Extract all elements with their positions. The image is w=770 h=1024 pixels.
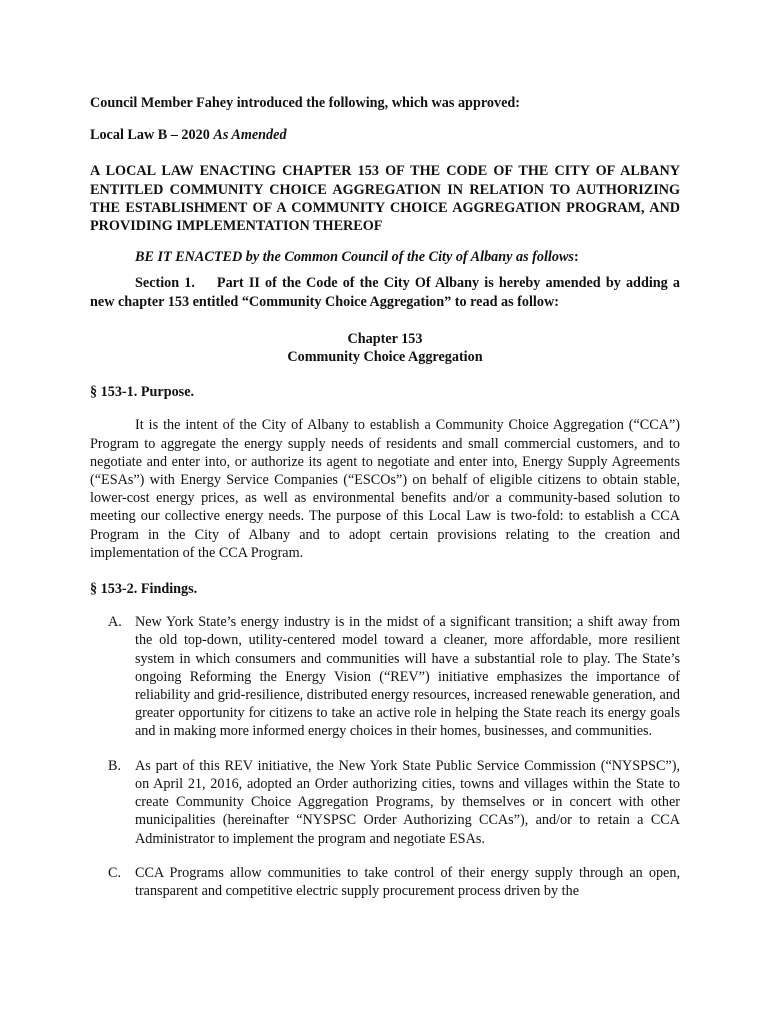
document-page bbox=[90, 94, 680, 916]
chapter-name: Community Choice Aggregation bbox=[287, 349, 483, 366]
chapter-heading bbox=[90, 330, 680, 366]
local-law-number bbox=[90, 126, 680, 144]
enacting-clause-text: BE IT ENACTED by the Common Council of the City of Albany as follows bbox=[135, 249, 574, 266]
enacting-clause bbox=[90, 248, 680, 266]
introduction-line: Council Member Fahey introduced the following, which was approved: bbox=[90, 95, 520, 111]
finding-item-b bbox=[90, 757, 680, 848]
finding-item-c bbox=[90, 864, 680, 900]
finding-item-a bbox=[90, 613, 680, 740]
enacting-clause-colon: : bbox=[573, 249, 579, 266]
findings-heading: § 153-2. Findings. bbox=[90, 581, 198, 598]
finding-letter: C. bbox=[108, 864, 122, 881]
findings-list bbox=[90, 613, 680, 900]
section-one bbox=[90, 274, 680, 310]
section-one-text: Part II of the Code of the City Of Albany is hereby amended by adding a new chapter 153 entitled “Community Choice Aggregation” to read as follow: bbox=[90, 275, 680, 310]
finding-text: CCA Programs allow communities to take control of their energy supply through an open, transparent and competitive electric supply procurement process driven by the bbox=[135, 864, 680, 899]
finding-text: New York State’s energy industry is in the midst of a significant transition; a shift away from the old top-down, utility-centered model toward a cleaner, more affordable, more resilient system in which consumers and communities will have a substantial role to play. The State’s ongoing Reforming the Energy Vision (“REV”) initiative emphasizes the importance of reliability and grid-resilience, distributed energy resources, increased renewable generation, and greater opportunity for citizens to take an active role in helping the State reach its energy goals and in making more informed energy choices in their homes, businesses, and communities. bbox=[135, 614, 680, 740]
finding-text: As part of this REV initiative, the New York State Public Service Commission (“NYSPSC”), on April 21, 2016, adopted an Order authorizing cities, towns and villages within the State to create Community Choice Aggregation Programs, by themselves or in concert with other municipalities (hereinafter “NYSPSC Order Authorizing CCAs”), and/or to retain a CCA Administrator to implement the program and negotiate ESAs. bbox=[135, 757, 680, 847]
section-one-label: Section 1. bbox=[135, 275, 195, 292]
purpose-paragraph: It is the intent of the City of Albany to establish a Community Choice Aggregation (“CCA”) Program to aggregate the energy supply needs of residents and small commercial customers, and to negotiate and enter into, or authorize its agent to negotiate and enter into, Energy Supply Agreements (“ESAs”) with Energy Service Companies (“ESCOs”) on behalf of eligible citizens to obtain stable, lower-cost energy prices, as well as environmental benefits and/or a community-based solution to meeting our collective energy needs. The purpose of this Local Law is two-fold: to establish a CCA Program in the City of Albany and to adopt certain provisions relating to the creation and implementation of the CCA Program. bbox=[90, 417, 680, 561]
chapter-number: Chapter 153 bbox=[347, 330, 423, 347]
finding-letter: B. bbox=[108, 757, 122, 774]
purpose-heading: § 153-1. Purpose. bbox=[90, 384, 195, 401]
law-title: A LOCAL LAW ENACTING CHAPTER 153 OF THE CODE OF THE CITY OF ALBANY ENTITLED COMMUNITY CHOICE AGGREGATION IN RELATION TO AUTHORIZING THE ESTABLISHMENT OF A COMMUNITY CHOICE AGGREGATION PROGRAM, AND PROVIDING IMPLEMENTATION THEREOF bbox=[90, 163, 680, 235]
finding-letter: A. bbox=[108, 614, 122, 631]
law-number-text: Local Law B – 2020 bbox=[90, 127, 210, 144]
law-amended-text: As Amended bbox=[213, 127, 287, 144]
